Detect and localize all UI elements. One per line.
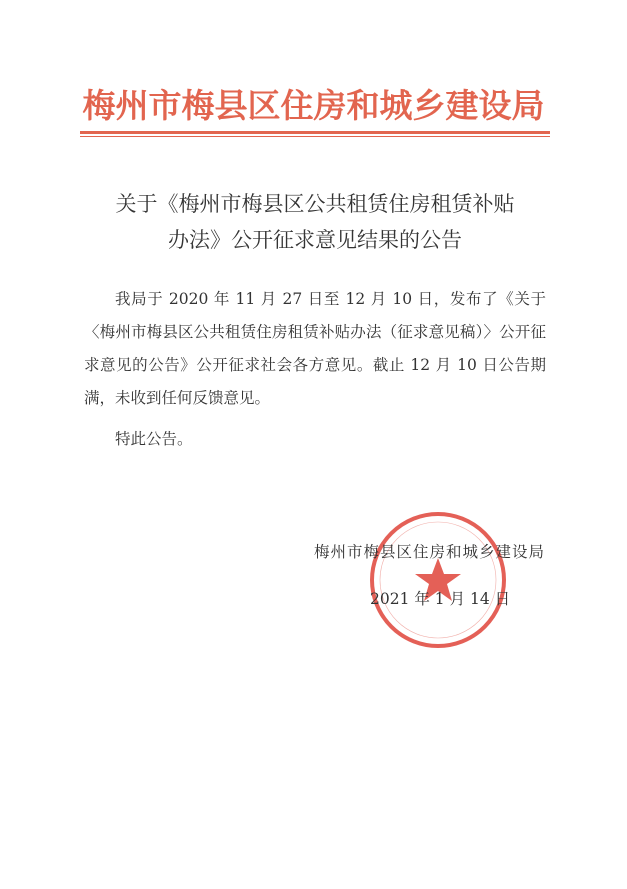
notice-closing: 特此公告。 xyxy=(115,430,193,448)
notice-body xyxy=(84,283,546,415)
letterhead-rule-thin xyxy=(80,136,550,137)
signature-date: 2021 年 1 月 14 日 xyxy=(370,590,511,608)
letterhead-org-name: 梅州市梅县区住房和城乡建设局 xyxy=(82,86,545,125)
notice-title-line1: 关于《梅州市梅县区公共租赁住房租赁补贴 xyxy=(115,192,515,216)
official-seal-icon xyxy=(368,510,511,650)
signature-org: 梅州市梅县区住房和城乡建设局 xyxy=(313,543,545,561)
notice-paragraph: 我局于 2020 年 11 月 27 日至 12 月 10 日，发布了《关于〈梅州市梅县区公共租赁住房租赁补贴办法（征求意见稿）〉公开征求意见的公告》公开征求社会各方意见。截止 12 月 10 日公告期满，未收到任何反馈意见。 xyxy=(84,290,546,407)
notice-title xyxy=(80,186,550,258)
letterhead-rule xyxy=(80,131,550,134)
notice-title-line2: 办法》公开征求意见结果的公告 xyxy=(168,228,462,252)
